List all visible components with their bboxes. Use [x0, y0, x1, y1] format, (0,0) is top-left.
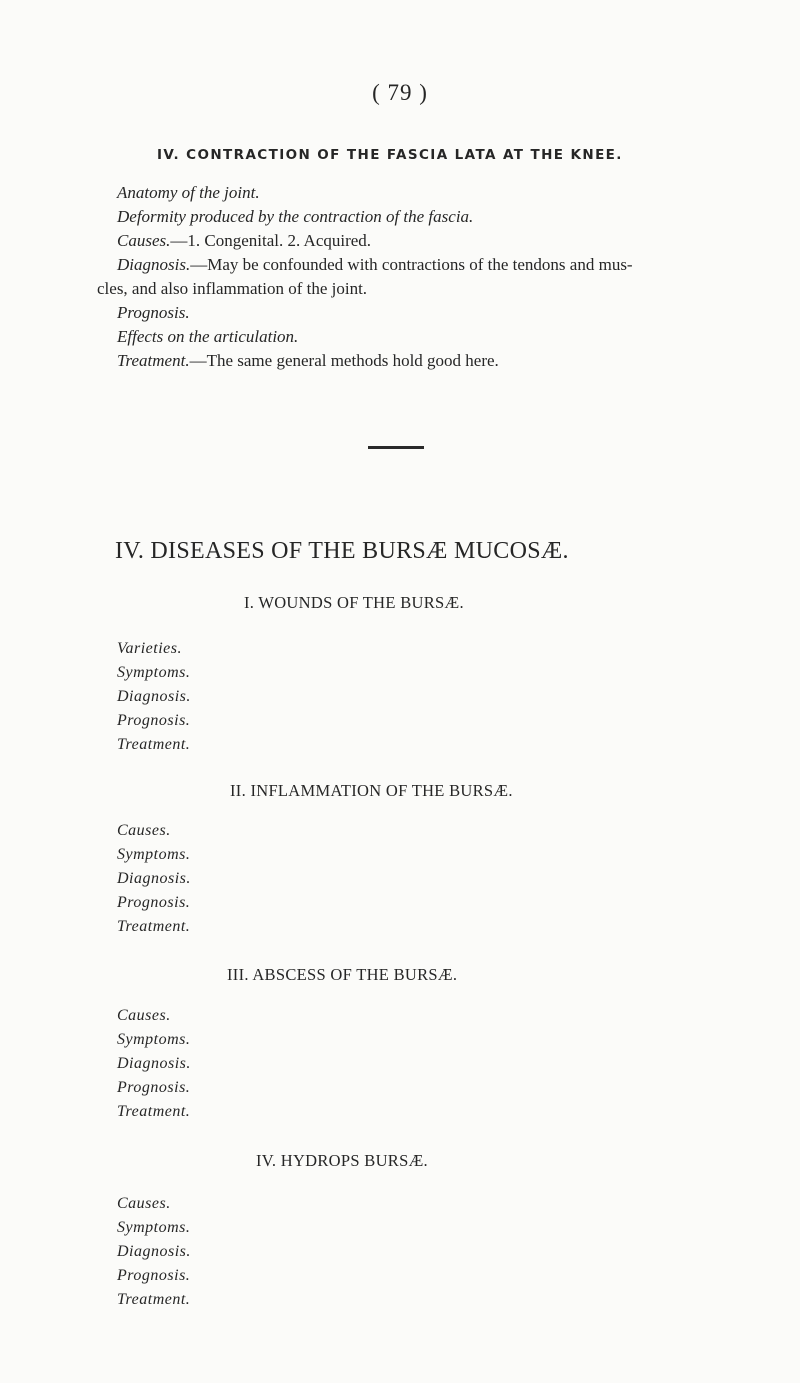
list-item: Symptoms. — [117, 1031, 191, 1048]
causes-line — [117, 230, 371, 252]
list-item: Diagnosis. — [117, 870, 191, 887]
subsection-list-2 — [117, 819, 191, 939]
subsection-heading-3: III. ABSCESS OF THE BURSÆ. — [227, 965, 458, 984]
list-item: Prognosis. — [117, 894, 191, 911]
section-divider — [368, 446, 424, 449]
list-item: Diagnosis. — [117, 1243, 191, 1260]
diagnosis-continuation: cles, and also inflammation of the joint. — [97, 279, 368, 298]
list-item: Treatment. — [117, 1291, 191, 1308]
list-item: Symptoms. — [117, 846, 191, 863]
subsection-heading-4: IV. HYDROPS BURSÆ. — [256, 1151, 428, 1170]
chapter-title: IV. DISEASES OF THE BURSÆ MUCOSÆ. — [115, 538, 569, 564]
diagnosis-text: —May be confounded with contractions of the tendons and mus- — [190, 255, 633, 274]
list-item: Symptoms. — [117, 664, 191, 681]
prognosis-line: Prognosis. — [117, 303, 190, 322]
anatomy-line: Anatomy of the joint. — [117, 183, 260, 202]
list-item: Treatment. — [117, 918, 191, 935]
list-item: Causes. — [117, 1007, 171, 1024]
subsection-list-3 — [117, 1004, 191, 1124]
subsection-heading-1: I. WOUNDS OF THE BURSÆ. — [244, 593, 464, 612]
page-number: ( 79 ) — [372, 80, 428, 105]
list-item: Prognosis. — [117, 1267, 191, 1284]
treatment-line — [117, 350, 499, 372]
list-item: Causes. — [117, 822, 171, 839]
subsection-heading-2: II. INFLAMMATION OF THE BURSÆ. — [230, 781, 513, 800]
section-title: IV. CONTRACTION OF THE FASCIA LATA AT THE KNEE. — [157, 147, 623, 163]
subsection-list-1 — [117, 637, 191, 757]
list-item: Varieties. — [117, 640, 182, 657]
list-item: Diagnosis. — [117, 1055, 191, 1072]
list-item: Prognosis. — [117, 712, 191, 729]
diagnosis-line — [117, 254, 633, 276]
effects-line: Effects on the articulation. — [117, 327, 299, 346]
list-item: Causes. — [117, 1195, 171, 1212]
treatment-text: —The same general methods hold good here. — [189, 351, 499, 370]
subsection-list-4 — [117, 1192, 191, 1312]
causes-label: Causes. — [117, 231, 171, 250]
list-item: Diagnosis. — [117, 688, 191, 705]
list-item: Prognosis. — [117, 1079, 191, 1096]
deformity-line: Deformity produced by the contraction of the fascia. — [117, 207, 474, 226]
list-item: Treatment. — [117, 1103, 191, 1120]
causes-text: —1. Congenital. 2. Acquired. — [170, 231, 372, 250]
list-item: Symptoms. — [117, 1219, 191, 1236]
diagnosis-label: Diagnosis. — [117, 255, 191, 274]
treatment-label: Treatment. — [117, 351, 190, 370]
list-item: Treatment. — [117, 736, 191, 753]
